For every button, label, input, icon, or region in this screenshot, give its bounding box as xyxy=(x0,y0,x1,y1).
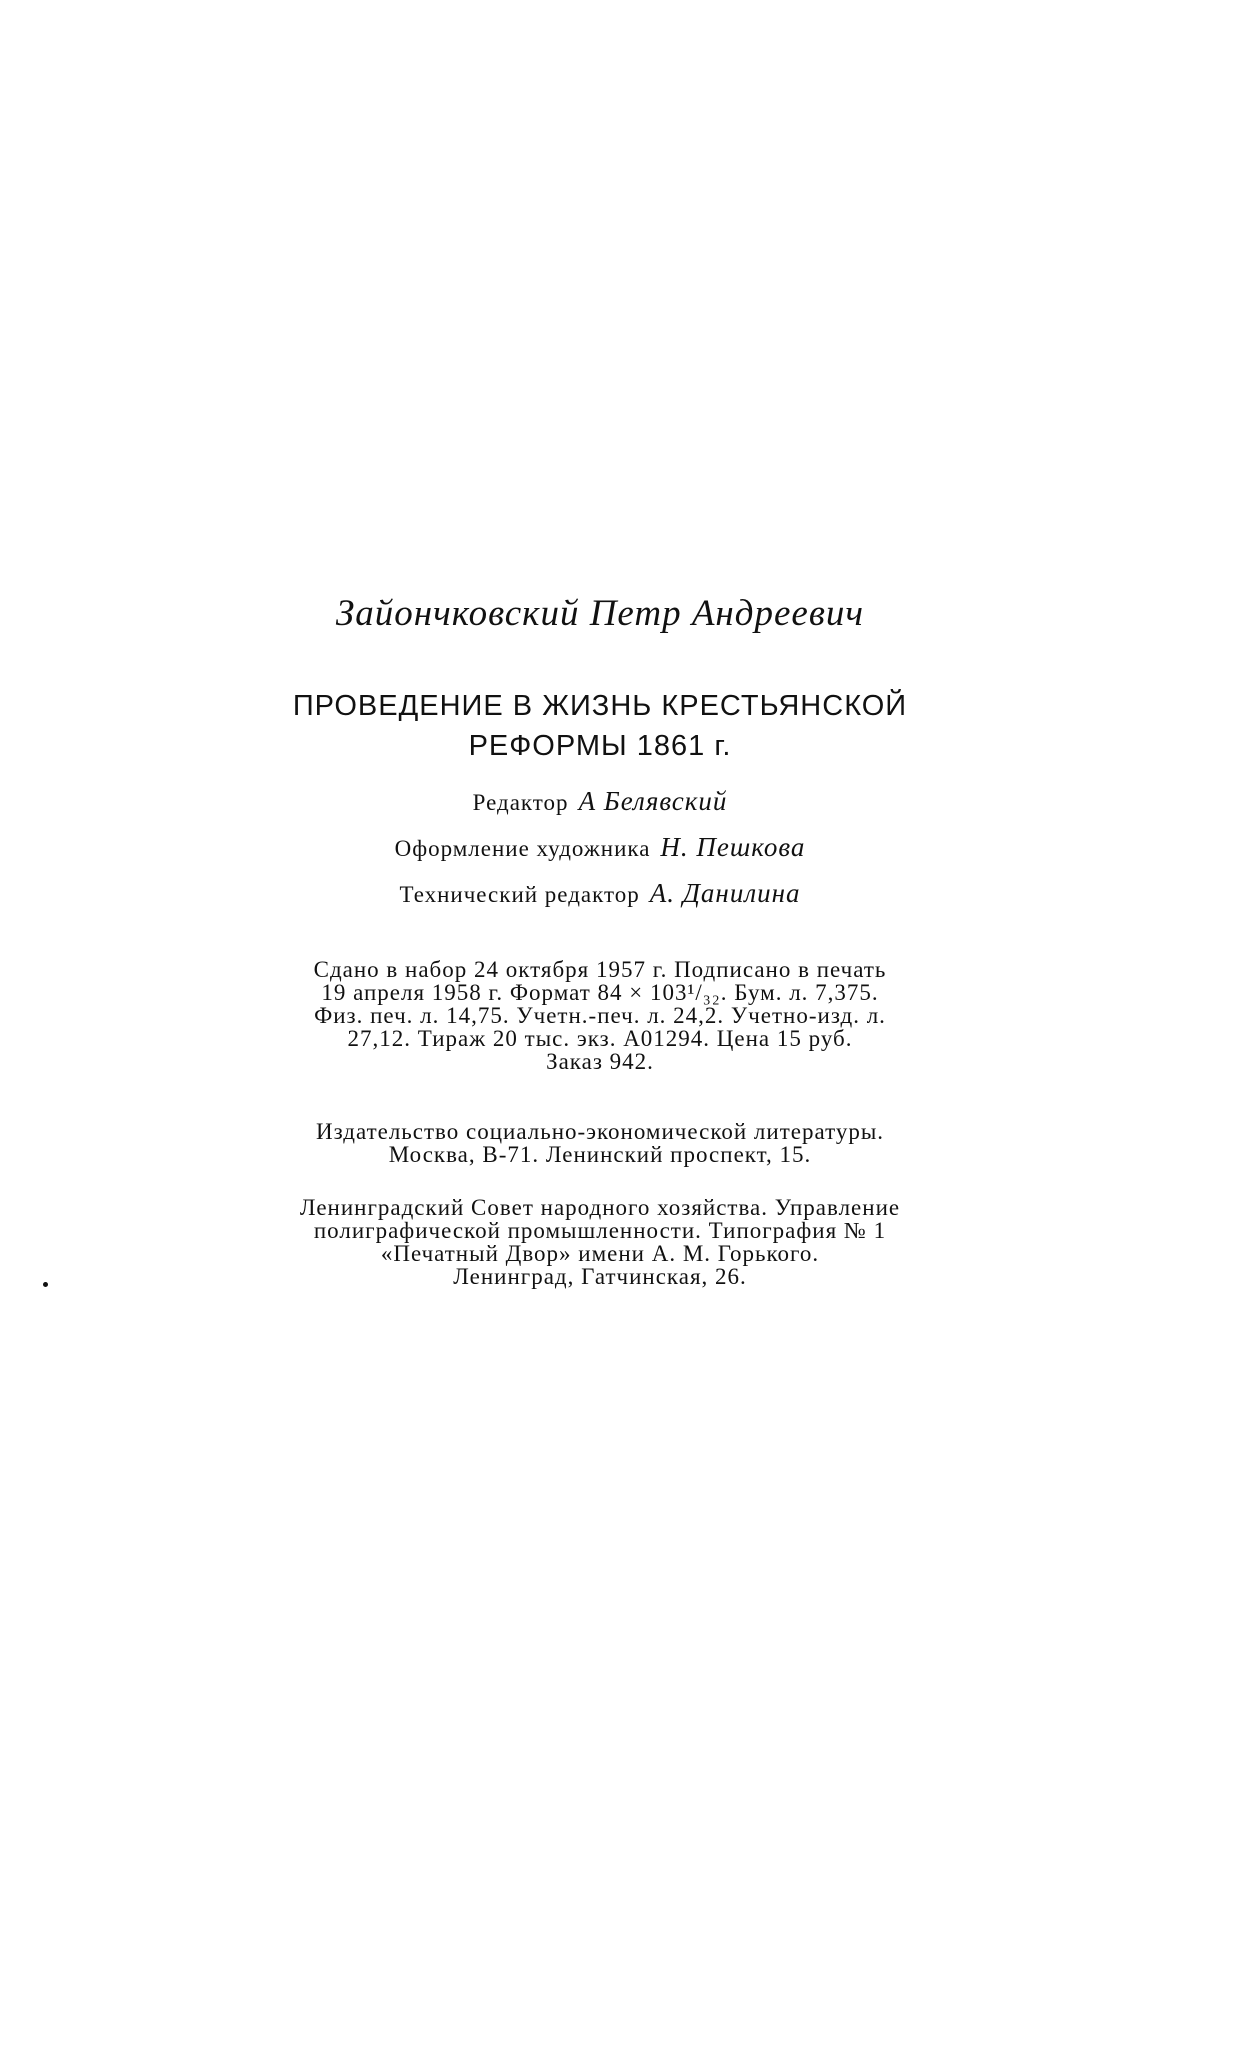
printer-line-2: полиграфической промышленности. Типография № 1 xyxy=(313,1218,887,1243)
printing-info xyxy=(200,958,1000,1073)
book-title xyxy=(250,686,950,766)
printer-line-1: Ленинградский Совет народного хозяйства. Управление xyxy=(299,1195,901,1220)
printer-line-3: «Печатный Двор» имени А. М. Горького. xyxy=(380,1241,820,1266)
tech-editor-credit xyxy=(300,878,900,909)
printing-info-line-1: Сдано в набор 24 октября 1957 г. Подписано в печать xyxy=(313,957,887,982)
printing-info-line-4: 27,12. Тираж 20 тыс. экз. А01294. Цена 15 руб. xyxy=(347,1026,853,1051)
tech-editor-role: Технический редактор xyxy=(399,882,640,907)
artist-credit xyxy=(300,832,900,863)
book-title-line-1: ПРОВЕДЕНИЕ В ЖИЗНЬ КРЕСТЬЯНСКОЙ xyxy=(292,690,908,722)
tech-editor-name: А. Данилина xyxy=(649,878,801,908)
stray-ink-dot xyxy=(43,1282,48,1287)
artist-role: Оформление художника xyxy=(394,836,651,861)
book-title-line-2: РЕФОРМЫ 1861 г. xyxy=(468,730,732,762)
editor-role: Редактор xyxy=(472,790,569,815)
artist-name: Н. Пешкова xyxy=(660,832,806,862)
printing-info-line-2: 19 апреля 1958 г. Формат 84 × 103¹/₃₂. Бум. л. 7,375. xyxy=(321,980,879,1005)
publisher-line-2: Москва, В-71. Ленинский проспект, 15. xyxy=(388,1142,812,1167)
printing-info-line-3: Физ. печ. л. 14,75. Учетн.-печ. л. 24,2. Учетно-изд. л. xyxy=(314,1003,886,1028)
editor-name: А Белявский xyxy=(578,786,728,816)
publisher-info xyxy=(200,1120,1000,1166)
author-name: Зайончковский Петр Андреевич xyxy=(335,593,865,634)
printing-info-line-5: Заказ 942. xyxy=(546,1049,654,1074)
publisher-line-1: Издательство социально-экономической литературы. xyxy=(315,1119,885,1144)
printer-info xyxy=(200,1196,1000,1288)
printer-line-4: Ленинград, Гатчинская, 26. xyxy=(453,1264,747,1289)
editor-credit xyxy=(300,786,900,817)
